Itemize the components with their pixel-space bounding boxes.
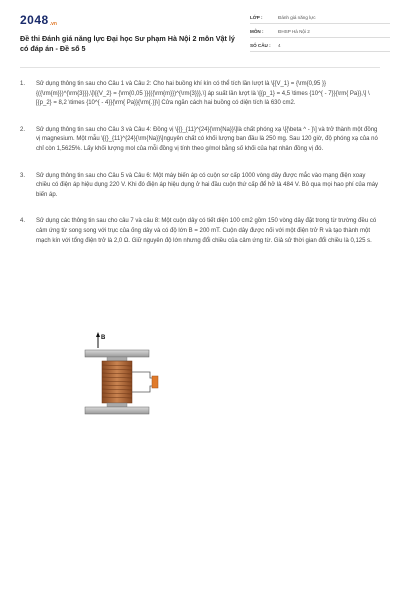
question-number: 3. — [20, 172, 26, 179]
question-number: 1. — [20, 81, 26, 87]
meta-value: 4 — [278, 43, 281, 48]
header-divider — [20, 67, 380, 68]
meta-label: MÔN : — [250, 29, 264, 34]
site-logo[interactable]: 2048.vn — [20, 13, 57, 27]
coil-diagram-svg — [80, 330, 180, 422]
question-text: Sử dụng thông tin sau cho Câu 3 và Câu 4: Đồng vị \[{}_{11}^{24}{\rm{Na}}\]là chất phóng xạ \[{\beta ^ - }\] và trở thành một đồng vị magnesium. Một mẫu \[{}_{11}^{24}{\rm{Na}}\]nguyên chất có khối lượng ban đầu là 250 mg. Sau 120 giờ, độ phóng xạ của nó chỉ còn 1,5625%. Lấy khối lượng mol của mỗi đồng vị tính theo g/mol bằng số khối của hạt nhân đồng vị đó. — [36, 126, 378, 152]
top-core — [107, 357, 127, 361]
top-pole-plate — [85, 350, 149, 357]
meta-value: Đánh giá năng lực — [278, 15, 316, 20]
question-item — [20, 126, 380, 155]
question-text: Sử dụng thông tin sau cho Câu 1 và Câu 2: Cho hai buồng khí kín có thể tích lần lượt là \[{V_1} = {\rm{0,95 }}{({\rm{m}})^{\rm{3}}},\]\[{V_2} = {\rm{0,05 }}{({\rm{m}})^{\rm{3}}},\] áp suất lần lượt là \[{p_1} = 4,5 \times {10^{ - 7}}{\rm{ Pa}},\] \[{p_2} = 8,2 \times {10^{ - 4}}{\rm{ Pa}}{\rm{.}}\] Cửa ngăn cách hai buồng có diện tích là 630 cm2. — [36, 81, 370, 107]
bottom-core — [107, 403, 127, 407]
meta-row-count — [250, 40, 390, 52]
magnetic-field-arrow — [96, 332, 100, 348]
exam-meta — [250, 12, 390, 54]
page-header — [20, 10, 380, 62]
question-item — [20, 80, 380, 109]
resistor — [152, 376, 158, 388]
meta-row-class — [250, 12, 390, 24]
question-number: 4. — [20, 218, 26, 225]
meta-label: LỚP : — [250, 15, 263, 20]
question-item — [20, 172, 380, 201]
bottom-pole-plate — [85, 407, 149, 414]
question-list — [20, 80, 380, 263]
question-number: 2. — [20, 126, 26, 133]
question-text: Sử dụng thông tin sau cho Câu 5 và Câu 6: Một máy biến áp có cuộn sơ cấp 1000 vòng dây được mắc vào mạng điện xoay chiều có điện áp hiệu dụng 220 V. Khi đó điện áp hiệu dụng ở hai đầu cuộn thứ cấp để hở là 484 V. Bỏ qua mọi hao phí của máy biến áp. — [36, 172, 379, 198]
meta-label: SỐ CÂU : — [250, 43, 271, 48]
question-item — [20, 217, 380, 246]
coil-diagram — [80, 330, 180, 422]
meta-value: ĐHSP Hà Nội 2 — [278, 29, 310, 34]
circuit-wires — [132, 372, 152, 392]
field-label: B — [101, 335, 106, 341]
meta-row-subject — [250, 26, 390, 38]
question-text: Sử dụng các thông tin sau cho câu 7 và câu 8: Một cuộn dây có tiết diện 100 cm2 gồm 150 vòng dây đặt trong từ trường đều có cảm ứng từ song song với trục của ống dây và có độ lớn B = 200 mT. Cuộn dây được nối với một điện trở R và tạo thành một mạch kín với tổng điện trở là 2,0 Ω. Giữ nguyên độ lớn nhưng đổi chiều của cảm ứng từ. Giả sử thời gian đổi chiều là 0,125 s. — [36, 218, 377, 244]
exam-title: Đề thi Đánh giá năng lực Đại học Sư phạm Hà Nội 2 môn Vật lý có đáp án - Đề số 5 — [20, 34, 235, 53]
